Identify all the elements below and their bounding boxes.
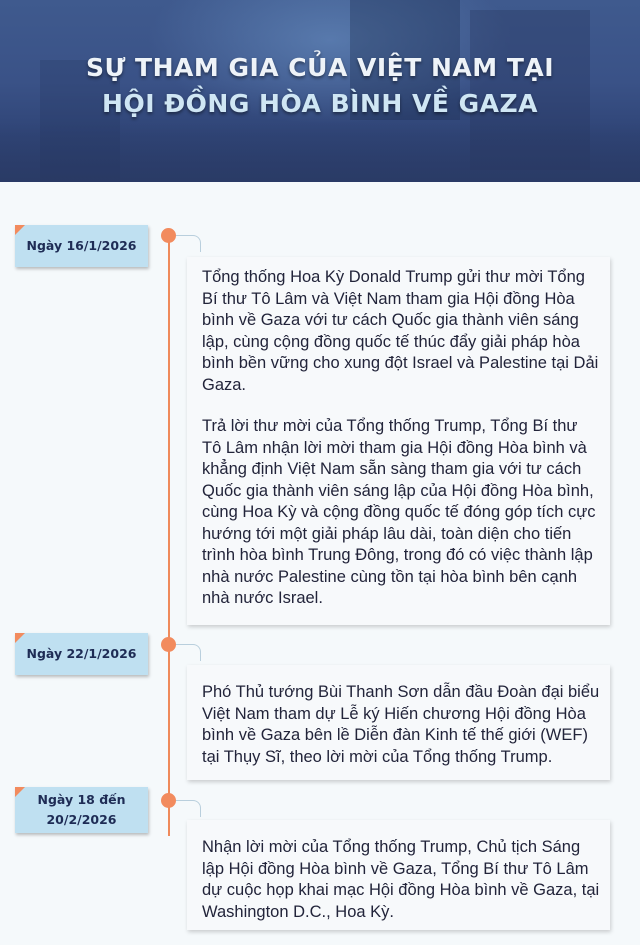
date-label: Ngày 22/1/2026 bbox=[26, 646, 137, 661]
date-tag-1 bbox=[15, 225, 148, 267]
event-card-1 bbox=[187, 257, 610, 625]
date-label: Ngày 16/1/2026 bbox=[26, 238, 137, 253]
event-paragraph: Nhận lời mời của Tổng thống Trump, Chủ tịch Sáng lập Hội đồng Hòa bình về Gaza, Tổng Bí thư Tô Lâm dự cuộc họp khai mạc Hội đồng Hòa bình về Gaza, tại Washington D.C., Hoa Kỳ. bbox=[202, 838, 600, 921]
timeline-dot-icon bbox=[161, 793, 176, 808]
corner-marker-icon bbox=[15, 787, 25, 797]
timeline-dot-icon bbox=[161, 637, 176, 652]
corner-marker-icon bbox=[15, 633, 25, 643]
background-rubble bbox=[0, 122, 640, 182]
event-paragraph: Phó Thủ tướng Bùi Thanh Sơn dẫn đầu Đoàn đại biểu Việt Nam tham dự Lễ ký Hiến chương Hội đồng Hòa bình về Gaza bên lề Diễn đàn Kinh tế thế giới (WEF) tại Thụy Sĩ, theo lời mời của Tổng thống Trump. bbox=[202, 683, 600, 766]
connector-line bbox=[176, 800, 201, 817]
event-paragraph: Tổng thống Hoa Kỳ Donald Trump gửi thư mời Tổng Bí thư Tô Lâm và Việt Nam tham gia Hội đồng Hòa bình về Gaza với tư cách Quốc gia thành viên sáng lập, cùng cộng đồng quốc tế thúc đẩy giải pháp hòa bình bền vững cho xung đột Israel và Palestine tại Dải Gaza. bbox=[202, 268, 599, 394]
timeline-line bbox=[168, 236, 170, 836]
date-label-line1: Ngày 18 đến bbox=[37, 792, 126, 807]
event-card-2 bbox=[187, 665, 610, 780]
event-card-3 bbox=[187, 820, 610, 930]
event-paragraph: Trả lời thư mời của Tổng thống Trump, Tổng Bí thư Tô Lâm nhận lời mời tham gia Hội đồng Hòa bình và khẳng định Việt Nam sẵn sàng tham gia với tư cách Quốc gia thành viên sáng lập của Hội đồng Hòa bình, cùng Hoa Kỳ và cộng đồng quốc tế đóng góp tích cực hướng tới một giải pháp lâu dài, toàn diện cho tiến trình hòa bình Trung Đông, trong đó có việc thành lập nhà nước Palestine cùng tồn tại hòa bình bên cạnh nhà nước Israel. bbox=[202, 417, 596, 607]
date-tag-3 bbox=[15, 787, 148, 833]
connector-line bbox=[176, 235, 201, 252]
header-banner bbox=[0, 0, 640, 182]
page-title-line1: SỰ THAM GIA CỦA VIỆT NAM TẠI bbox=[85, 53, 555, 82]
date-label-line2: 20/2/2026 bbox=[46, 812, 117, 827]
date-tag-2 bbox=[15, 633, 148, 675]
connector-line bbox=[176, 644, 201, 661]
corner-marker-icon bbox=[15, 225, 25, 235]
page-title-line2: HỘI ĐỒNG HÒA BÌNH VỀ GAZA bbox=[102, 89, 538, 118]
timeline-dot-icon bbox=[161, 228, 176, 243]
